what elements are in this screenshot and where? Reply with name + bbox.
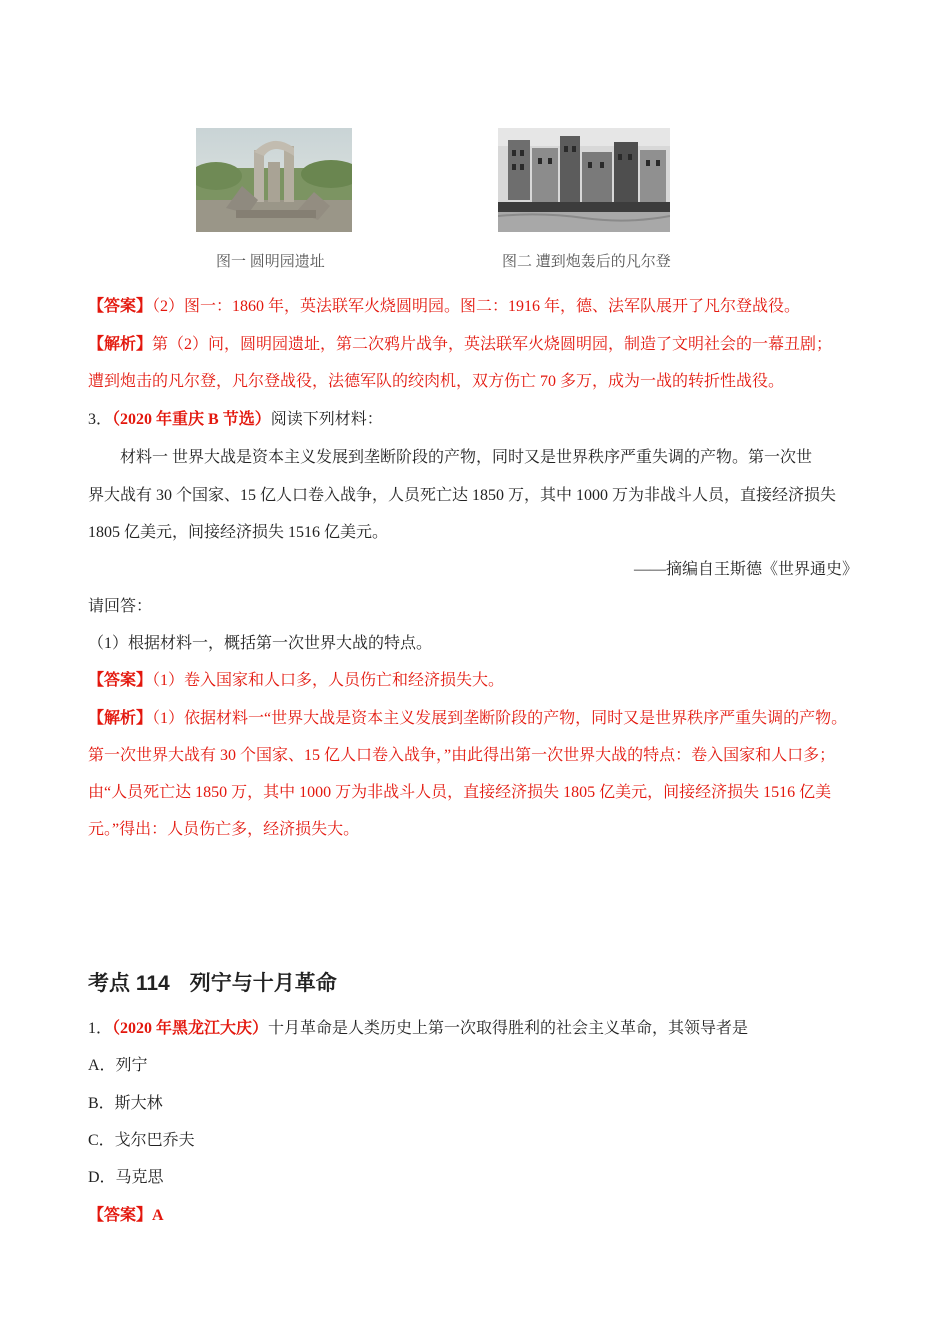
- option-b: B．斯大林: [88, 1095, 163, 1112]
- option-a: A．列宁: [88, 1057, 148, 1074]
- q1-answer: [88, 1206, 164, 1226]
- figure-row: [196, 128, 716, 268]
- answer-tag: 【答案】: [88, 1207, 153, 1224]
- question-text: 十月革命是人类历史上第一次取得胜利的社会主义革命，其领导者是: [268, 1020, 749, 1037]
- q3-sub-question-1: （1）根据材料一，概括第一次世界大战的特点。: [88, 635, 433, 652]
- question-source: （2020 年重庆 B 节选）: [112, 411, 271, 428]
- figure-2: [498, 128, 671, 270]
- q2-analysis-line-2: 遭到炮击的凡尔登，凡尔登战役，法德军队的绞肉机，双方伤亡 70 多万，成为一战的转折性战役。: [88, 373, 785, 390]
- answer-text: （2）图一：1860 年，英法联军火烧圆明园。图二：1916 年，德、法军队展开了凡尔登战役。: [152, 298, 801, 315]
- question-number: 1．: [88, 1020, 113, 1037]
- question-prompt: 阅读下列材料：: [270, 411, 383, 428]
- section-heading: [88, 971, 337, 997]
- q3-answer: [88, 671, 504, 691]
- section-title: 列宁与十月革命: [189, 972, 337, 995]
- material-line-2: 界大战有 30 个国家、15 亿人口卷入战争，人员死亡达 1850 万，其中 1000 万为非战斗人员，直接经济损失: [88, 487, 837, 504]
- material-line-3: 1805 亿美元，间接经济损失 1516 亿美元。: [88, 524, 389, 541]
- figure-1-caption: 图一 圆明园遗址: [216, 254, 325, 270]
- answer-tag: 【答案】: [88, 298, 153, 315]
- answer-value: A: [152, 1207, 164, 1224]
- option-c: C．戈尔巴乔夫: [88, 1132, 195, 1149]
- verdun-bombardment-photo: [498, 128, 670, 232]
- figure-2-caption: 图二 遭到炮轰后的凡尔登: [502, 254, 671, 270]
- material-citation: ——摘编自王斯德《世界通史》: [633, 561, 858, 578]
- q3-analysis-line-2: 第一次世界大战有 30 个国家、15 亿人口卷入战争，”由此得出第一次世界大战的特点：卷入国家和人口多；: [88, 747, 836, 764]
- q1-stem: [88, 1019, 748, 1039]
- option-d: D．马克思: [88, 1169, 164, 1186]
- yuanmingyuan-ruins-photo: [196, 128, 352, 232]
- section-label: 考点 114: [88, 972, 170, 995]
- analysis-tag: 【解析】: [88, 710, 153, 727]
- answer-text: （1）卷入国家和人口多，人员伤亡和经济损失大。: [152, 672, 505, 689]
- material-line-1: 材料一 世界大战是资本主义发展到垄断阶段的产物，同时又是世界秩序严重失调的产物。第一次世: [120, 449, 813, 466]
- q3-analysis-line-1: [88, 709, 847, 729]
- q3-stem: [88, 410, 383, 430]
- figure-1: [196, 128, 352, 270]
- answer-tag: 【答案】: [88, 672, 153, 689]
- question-source: （2020 年黑龙江大庆）: [112, 1020, 269, 1037]
- analysis-text: 第（2）问，圆明园遗址，第二次鸦片战争，英法联军火烧圆明园，制造了文明社会的一幕丑剧；: [152, 336, 833, 353]
- q2-answer: [88, 297, 800, 317]
- q2-analysis-line-1: [88, 335, 832, 355]
- q3-analysis-line-3: 由“人员死亡达 1850 万，其中 1000 万为非战斗人员，直接经济损失 1805 亿美元，间接经济损失 1516 亿美: [88, 784, 832, 801]
- question-number: 3．: [88, 411, 113, 428]
- analysis-text: （1）依据材料一“世界大战是资本主义发展到垄断阶段的产物，同时又是世界秩序严重失调的产物。: [152, 710, 848, 727]
- q3-analysis-line-4: 元。”得出：人员伤亡多，经济损失大。: [88, 821, 360, 838]
- analysis-tag: 【解析】: [88, 336, 153, 353]
- q3-ask: 请回答：: [88, 598, 153, 615]
